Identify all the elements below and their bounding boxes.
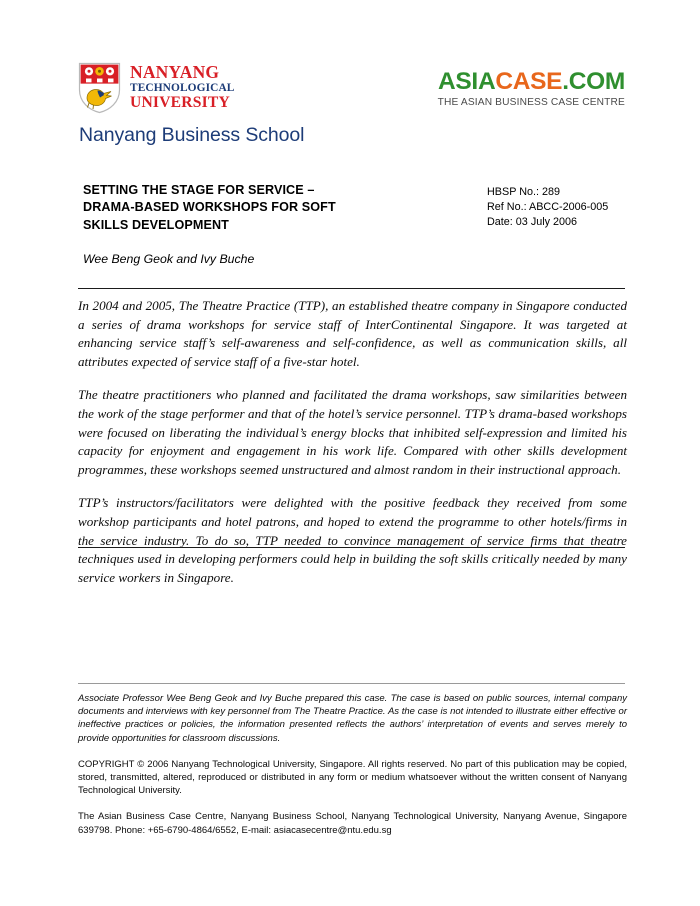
ntu-wordmark bbox=[130, 62, 234, 111]
asiacase-letter-a: A bbox=[437, 68, 456, 95]
abstract-paragraph-2: The theatre practitioners who planned and facilitated the drama workshops, saw similarities between the work of the stage performer and that of the hotel’s service personnel. TTP’s drama-based workshops were focused on liberating the individual’s energy blocks that inhibited self-expression and limited his capacity for enjoyment and engagement in his work life. Compared with other skills development programmes, these workshops seemed unstructured and almost random in their instructional approach. bbox=[78, 387, 627, 477]
page-title bbox=[83, 182, 443, 234]
abstract-paragraph-1: In 2004 and 2005, The Theatre Practice (TTP), an established theatre company in Singapore conducted a series of drama workshops for service staff of InterContinental Singapore. It was targeted at enhancing service staff’s self-awareness and self-confidence, as well as communication skills, all attributes expected of service staff of a five-star hotel. bbox=[78, 298, 627, 369]
title-block bbox=[83, 182, 443, 266]
asiacase-tagline: THE ASIAN BUSINESS CASE CENTRE bbox=[437, 96, 625, 108]
footer-copyright-note: COPYRIGHT © 2006 Nanyang Technological University, Singapore. All rights reserved. No part of this publication may be copied, stored, transmitted, altered, reproduced or distributed in any form or medium whatsoever without the written consent of Nanyang Technological University. bbox=[78, 758, 627, 797]
ntu-brand-lockup bbox=[78, 62, 398, 147]
abstract-top-divider bbox=[78, 288, 625, 289]
document-metadata bbox=[487, 185, 608, 231]
metadata-ref-number: Ref No.: ABCC-2006-005 bbox=[487, 201, 609, 214]
asiacase-wordmark bbox=[438, 70, 625, 95]
metadata-date: Date: 03 July 2006 bbox=[487, 216, 578, 229]
ntu-wordmark-line-university: UNIVERSITY bbox=[130, 93, 230, 111]
footer-divider bbox=[78, 683, 625, 684]
abstract-section bbox=[78, 297, 627, 587]
author-byline: Wee Beng Geok and Ivy Buche bbox=[83, 252, 255, 267]
abstract-bottom-divider bbox=[78, 547, 625, 548]
asiacase-suffix-com: .COM bbox=[562, 68, 625, 95]
abstract-paragraph-3: TTP’s instructors/facilitators were delighted with the positive feedback they received from some workshop participants and hotel patrons, and hoped to extend the programme to other hotels/firms in the service industry. To do so, TTP needed to convince management of service firms that theatre techniques used in developing performers could help in building the soft skills critically needed by many service workers in Singapore. bbox=[78, 495, 627, 585]
asiacase-letter-c: C bbox=[495, 68, 513, 95]
ntu-wordmark-line-technological: TECHNOLOGICAL bbox=[130, 81, 235, 94]
asiacase-brand-lockup bbox=[438, 70, 625, 108]
page-title-line-2: DRAMA-BASED WORKSHOPS FOR SOFT bbox=[83, 200, 336, 215]
page-title-line-3: SKILLS DEVELOPMENT bbox=[83, 217, 229, 232]
ntu-wordmark-line-nanyang: NANYANG bbox=[130, 62, 220, 82]
page-header bbox=[78, 62, 625, 154]
ntu-crest-icon bbox=[78, 62, 121, 114]
page-title-line-1: SETTING THE STAGE FOR SERVICE – bbox=[83, 183, 315, 197]
footer-contact-info: The Asian Business Case Centre, Nanyang Business School, Nanyang Technological University, Nanyang Avenue, Singapore 639798. Phone: +65-6790-4864/6552, E-mail: asiacasecentre@ntu.edu.sg bbox=[78, 811, 627, 836]
nanyang-business-school-label: Nanyang Business School bbox=[79, 124, 305, 146]
metadata-hbsp-number: HBSP No.: 289 bbox=[487, 186, 561, 198]
footer-credit-note: Associate Professor Wee Beng Geok and Ivy Buche prepared this case. The case is based on public sources, internal company documents and interviews with key personnel from The Theatre Practice. As the case is not intended to illustrate either effective or ineffective practices or policies, the information presented reflects the authors’ interpretation of events and serves merely to provide opportunities for classroom discussions. bbox=[78, 693, 627, 744]
asiacase-word-asia: SIA bbox=[455, 68, 496, 95]
asiacase-word-case: ASE bbox=[512, 68, 563, 95]
page-footer bbox=[78, 692, 627, 837]
